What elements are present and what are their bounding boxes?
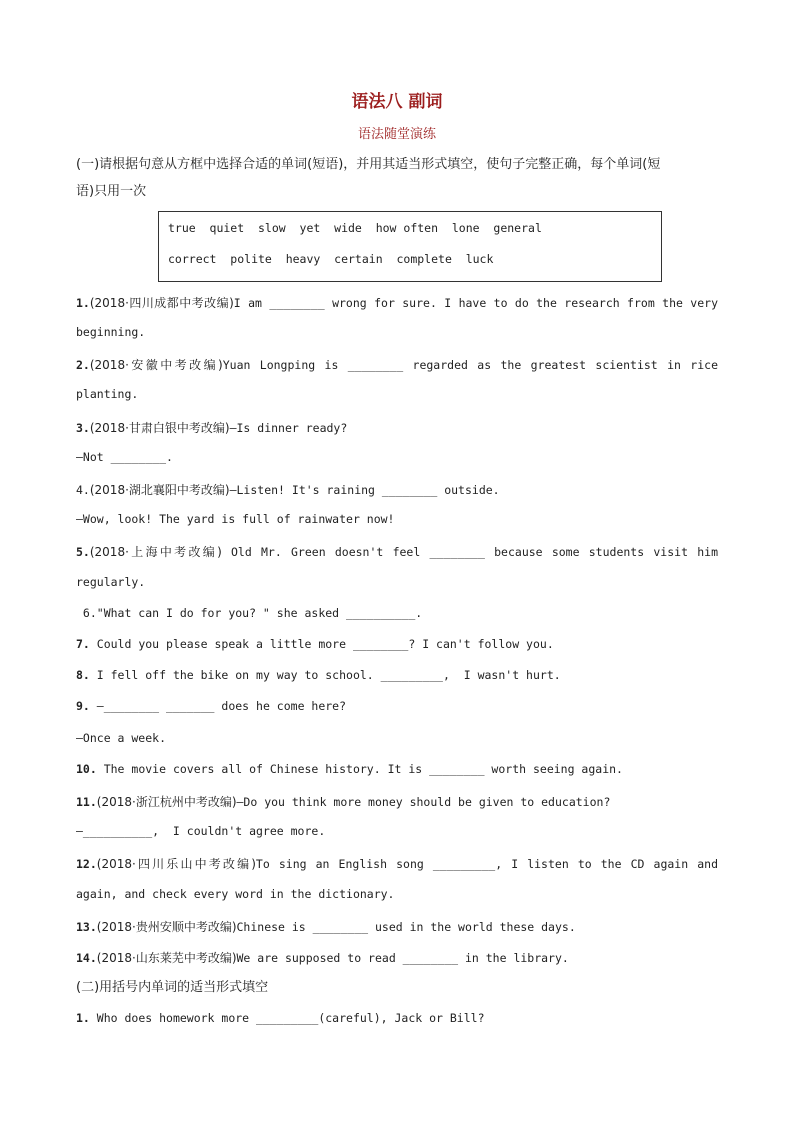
word-box-row2: correct polite heavy certain complete luck <box>168 252 494 266</box>
question-10-text: The movie covers all of Chinese history. It is ________ worth seeing again. <box>96 762 623 776</box>
question-5-line2: regularly. <box>76 575 146 589</box>
question-8-text: I fell off the bike on my way to school. _________, I wasn't hurt. <box>89 668 561 682</box>
question-7-text: Could you please speak a little more ________? I can't follow you. <box>89 637 554 651</box>
question-2-text: Yuan Longping is ________ regarded as the greatest scientist in rice <box>222 358 718 372</box>
question-6: 6."What can I do for you? " she asked __________. <box>76 606 423 620</box>
section1-instruction <box>76 151 722 205</box>
question-9-text: —________ _______ does he come here? <box>89 699 347 713</box>
question-1-source: (2018·四川成都中考改编) <box>89 296 234 310</box>
question-2-source: (2018·安徽中考改编) <box>89 358 223 372</box>
question-2-line1 <box>76 356 718 373</box>
word-box <box>158 211 662 282</box>
question-11-text: —Do you think more money should be given to education? <box>236 795 611 809</box>
question-11-number: 11. <box>76 795 97 809</box>
question-9-line2: —Once a week. <box>76 731 167 745</box>
question-1-line2: beginning. <box>76 325 146 339</box>
section2-question-1-text: Who does homework more _________(careful), Jack or Bill? <box>89 1011 485 1025</box>
question-14 <box>76 949 569 966</box>
section2-question-1-number: 1. <box>76 1011 90 1025</box>
question-14-text: We are supposed to read ________ in the library. <box>236 951 569 965</box>
question-11-line1 <box>76 793 610 810</box>
question-8-number: 8. <box>76 668 90 682</box>
question-13-number: 13. <box>76 920 97 934</box>
question-10 <box>76 762 623 776</box>
question-2-line2: planting. <box>76 387 139 401</box>
question-12-source: (2018·四川乐山中考改编) <box>96 857 256 871</box>
question-14-number: 14. <box>76 951 97 965</box>
question-11-line2: —__________, I couldn't agree more. <box>76 824 326 838</box>
page-title: 语法八 副词 <box>351 92 443 112</box>
question-12-number: 12. <box>76 857 97 871</box>
question-3-source: (2018·甘肃白银中考改编) <box>89 421 230 435</box>
question-5-source: (2018·上海中考改编) <box>89 545 222 559</box>
section1-instruction-line1: (一)请根据句意从方框中选择合适的单词(短语)，并用其适当形式填空，使句子完整正确，每个单词(短 <box>76 157 661 172</box>
question-13 <box>76 918 576 935</box>
word-box-row1: true quiet slow yet wide how often lone general <box>168 221 542 235</box>
question-4-text: —Listen! It's raining ________ outside. <box>229 483 500 497</box>
question-13-text: Chinese is ________ used in the world these days. <box>236 920 576 934</box>
question-3-text: —Is dinner ready? <box>229 421 348 435</box>
question-3-number: 3. <box>76 421 90 435</box>
question-2-number: 2. <box>76 358 90 372</box>
question-3-line1 <box>76 419 347 436</box>
question-12-line1 <box>76 855 718 872</box>
question-7 <box>76 637 554 651</box>
section2-question-1 <box>76 1011 485 1025</box>
question-4-number: 4. <box>76 483 90 497</box>
question-12-text: To sing an English song _________, I listen to the CD again and <box>255 857 719 871</box>
question-5-line1 <box>76 543 718 560</box>
question-4-line1 <box>76 481 500 498</box>
question-1-number: 1. <box>76 296 90 310</box>
question-12-line2: again, and check every word in the dictionary. <box>76 887 395 901</box>
question-7-number: 7. <box>76 637 90 651</box>
question-4-line2: —Wow, look! The yard is full of rainwater now! <box>76 512 395 526</box>
question-8 <box>76 668 561 682</box>
section2-instruction: (二)用括号内单词的适当形式填空 <box>76 980 269 995</box>
question-4-source: (2018·湖北襄阳中考改编) <box>89 483 230 497</box>
question-1-line1 <box>76 294 718 311</box>
question-13-source: (2018·贵州安顺中考改编) <box>96 920 237 934</box>
question-9-line1 <box>76 699 346 713</box>
question-14-source: (2018·山东莱芜中考改编) <box>96 951 237 965</box>
section1-instruction-line2: 语)只用一次 <box>76 184 147 199</box>
question-11-source: (2018·浙江杭州中考改编) <box>96 795 237 809</box>
question-9-number: 9. <box>76 699 90 713</box>
question-5-number: 5. <box>76 545 90 559</box>
question-5-text: Old Mr. Green doesn't feel ________ because some students visit him <box>221 545 718 559</box>
page-subtitle: 语法随堂演练 <box>357 127 436 142</box>
question-3-line2: —Not ________. <box>76 450 173 464</box>
question-10-number: 10. <box>76 762 97 776</box>
question-1-text: I am ________ wrong for sure. I have to do the research from the very <box>233 296 718 310</box>
